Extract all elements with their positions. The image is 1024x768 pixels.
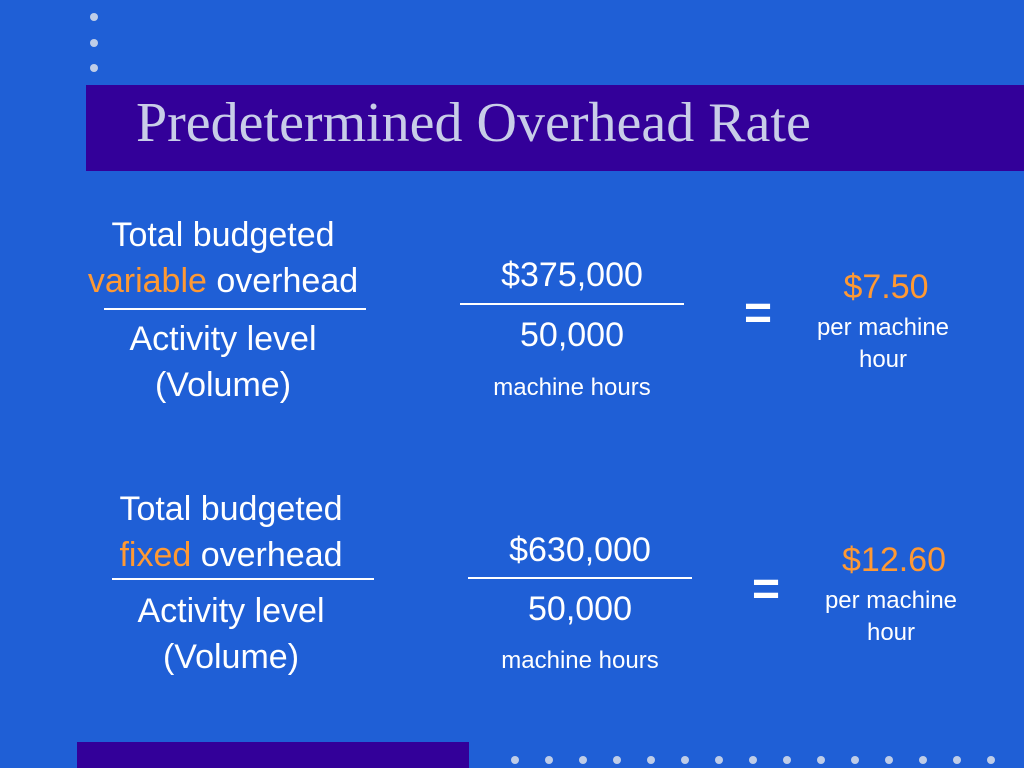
variable-label-line2 — [60, 258, 386, 304]
fixed-result-value: $12.60 — [842, 541, 946, 579]
fixed-label-divider — [112, 578, 374, 580]
fixed-label-line1: Total budgeted — [119, 490, 343, 528]
fixed-label-overhead: overhead — [191, 536, 343, 574]
fixed-denominator-label — [68, 588, 394, 680]
variable-label-line1: Total budgeted — [111, 216, 335, 254]
variable-denominator-line2: (Volume) — [154, 366, 292, 404]
decor-dot — [90, 64, 98, 72]
fixed-result-unit-line2: hour — [866, 619, 916, 646]
fixed-numerator-value: $630,000 — [509, 531, 651, 569]
variable-result-unit-line1: per machine — [816, 314, 950, 341]
fixed-denominator-line2: (Volume) — [162, 638, 300, 676]
decor-dot — [851, 756, 859, 764]
variable-value-divider — [460, 303, 684, 305]
fixed-denominator-value: 50,000 — [528, 590, 632, 628]
title-bar — [86, 85, 1024, 171]
variable-label-divider — [104, 308, 366, 310]
variable-denominator-label — [60, 316, 386, 408]
variable-result-unit-line2: hour — [858, 346, 908, 373]
fixed-label-line2 — [68, 532, 394, 578]
variable-equals-sign: = — [744, 287, 773, 340]
decor-dot — [545, 756, 553, 764]
fixed-denominator-line1: Activity level — [137, 592, 325, 630]
decor-dot — [953, 756, 961, 764]
variable-result-unit — [788, 312, 978, 376]
fixed-result-unit — [796, 585, 986, 649]
variable-formula-label — [60, 212, 386, 304]
variable-denominator-line1: Activity level — [129, 320, 317, 358]
decor-dot — [90, 13, 98, 21]
fixed-result-unit-line1: per machine — [824, 587, 958, 614]
footer-bar — [77, 742, 469, 768]
fixed-equals-sign: = — [752, 563, 781, 616]
variable-denominator-unit: machine hours — [493, 374, 651, 401]
variable-denominator-value: 50,000 — [520, 316, 624, 354]
decor-dot — [579, 756, 587, 764]
slide-title: Predetermined Overhead Rate — [136, 92, 811, 154]
decor-dot — [613, 756, 621, 764]
variable-label-overhead: overhead — [206, 262, 359, 300]
fixed-denominator-unit: machine hours — [501, 647, 659, 674]
variable-result-value: $7.50 — [843, 268, 929, 306]
decor-dot — [681, 756, 689, 764]
fixed-accent-word: fixed — [119, 536, 192, 574]
decor-dot — [919, 756, 927, 764]
decor-dot — [90, 39, 98, 47]
decor-dot — [817, 756, 825, 764]
fixed-value-divider — [468, 577, 692, 579]
decor-dot — [987, 756, 995, 764]
decor-dot — [511, 756, 519, 764]
decor-dot — [783, 756, 791, 764]
decor-dot — [647, 756, 655, 764]
fixed-formula-label — [68, 486, 394, 578]
decor-dot — [749, 756, 757, 764]
variable-numerator-value: $375,000 — [501, 256, 643, 294]
decor-dot — [715, 756, 723, 764]
variable-accent-word: variable — [87, 262, 207, 300]
decor-dot — [885, 756, 893, 764]
